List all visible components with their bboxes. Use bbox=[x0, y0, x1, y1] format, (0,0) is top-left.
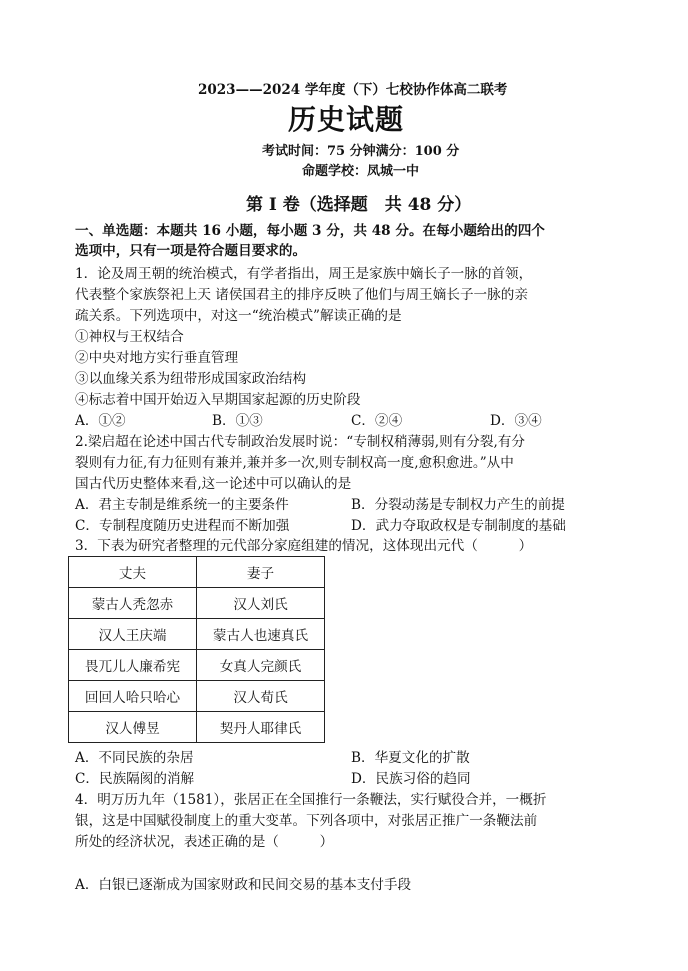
table-cell-wife: 汉人刘氏 bbox=[197, 588, 325, 619]
q4-option-a: A．白银已逐渐成为国家财政和民间交易的基本支付手段 bbox=[75, 877, 412, 893]
table-header-husband: 丈夫 bbox=[69, 557, 197, 588]
part-title: 第 I 卷（选择题 共 48 分） bbox=[246, 195, 472, 215]
table-cell-wife: 契丹人耶律氏 bbox=[197, 712, 325, 743]
q1-option-d: D．③④ bbox=[490, 413, 542, 429]
q1-statement-1: ①神权与王权结合 bbox=[75, 329, 184, 345]
table-cell-wife: 女真人完颜氏 bbox=[197, 650, 325, 681]
q3-option-c: C．民族隔阂的消解 bbox=[75, 771, 195, 787]
q1-option-a: A．①② bbox=[75, 413, 126, 429]
q4-line-2: 银，这是中国赋役制度上的重大变革。下列各项中，对张居正推广一条鞭法前 bbox=[75, 813, 538, 829]
q3-option-d: D．民族习俗的趋同 bbox=[351, 771, 471, 787]
q2-option-c: C．专制程度随历史进程而不断加强 bbox=[75, 518, 290, 534]
table-row bbox=[69, 712, 325, 743]
table-cell-husband: 汉人傅昱 bbox=[69, 712, 197, 743]
q2-line-1: 2.梁启超在论述中国古代专制政治发展时说：“专制权稍薄弱,则有分裂,有分 bbox=[75, 434, 525, 450]
table-cell-husband: 汉人王庆端 bbox=[69, 619, 197, 650]
marriage-table bbox=[68, 556, 325, 743]
q3-option-a: A．不同民族的杂居 bbox=[75, 750, 194, 766]
q1-option-b: B．①③ bbox=[212, 413, 263, 429]
q4-line-1: 4．明万历九年（1581），张居正在全国推行一条鞭法，实行赋役合并，一概折 bbox=[75, 792, 547, 808]
q1-statement-4: ④标志着中国开始迈入早期国家起源的历史阶段 bbox=[75, 392, 361, 408]
q2-line-3: 国古代历史整体来看,这一论述中可以确认的是 bbox=[75, 476, 352, 492]
q2-option-d: D．武力夺取政权是专制制度的基础 bbox=[351, 518, 566, 534]
instructions-line-1: 一、单选题：本题共 16 小题，每小题 3 分，共 48 分。在每小题给出的四个 bbox=[75, 223, 545, 239]
q4-line-3: 所处的经济状况，表述正确的是（ ） bbox=[75, 834, 334, 850]
exam-school: 命题学校：凤城一中 bbox=[302, 164, 420, 179]
q1-statement-3: ③以血缘关系为纽带形成国家政治结构 bbox=[75, 371, 307, 387]
table-row bbox=[69, 588, 325, 619]
table-cell-wife: 蒙古人也速真氏 bbox=[197, 619, 325, 650]
table-row bbox=[69, 619, 325, 650]
page-title: 历史试题 bbox=[288, 103, 405, 136]
table-cell-husband: 畏兀儿人廉希宪 bbox=[69, 650, 197, 681]
table-cell-wife: 汉人荀氏 bbox=[197, 681, 325, 712]
q1-option-c: C．②④ bbox=[351, 413, 403, 429]
table-row bbox=[69, 681, 325, 712]
table-cell-husband: 回回人哈只哈心 bbox=[69, 681, 197, 712]
q2-option-a: A．君主专制是维系统一的主要条件 bbox=[75, 497, 289, 513]
q3-line-1: 3．下表为研究者整理的元代部分家庭组建的情况，这体现出元代（ ） bbox=[75, 538, 533, 554]
instructions-line-2: 选项中，只有一项是符合题目要求的。 bbox=[75, 243, 307, 259]
table-row bbox=[69, 650, 325, 681]
table-header-wife: 妻子 bbox=[197, 557, 325, 588]
q2-option-b: B．分裂动荡是专制权力产生的前提 bbox=[351, 497, 565, 513]
exam-time-score: 考试时间：75 分钟满分：100 分 bbox=[262, 144, 460, 159]
q1-line-2: 代表整个家族祭祀上天 诸侯国君主的排序反映了他们与周王嫡长子一脉的亲 bbox=[75, 287, 528, 303]
table-cell-husband: 蒙古人秃忽赤 bbox=[69, 588, 197, 619]
q1-line-1: 1．论及周王朝的统治模式，有学者指出，周王是家族中嫡长子一脉的首领， bbox=[75, 266, 533, 282]
q1-line-3: 疏关系。下列选项中，对这一“统治模式”解读正确的是 bbox=[75, 308, 402, 324]
exam-header: 2023——2024 学年度（下）七校协作体高二联考 bbox=[198, 82, 508, 98]
q3-option-b: B．华夏文化的扩散 bbox=[351, 750, 470, 766]
table-header-row bbox=[69, 557, 325, 588]
q2-line-2: 裂则有力征,有力征则有兼并,兼并多一次,则专制权高一度,愈积愈进。”从中 bbox=[75, 455, 514, 471]
q1-statement-2: ②中央对地方实行垂直管理 bbox=[75, 350, 239, 366]
